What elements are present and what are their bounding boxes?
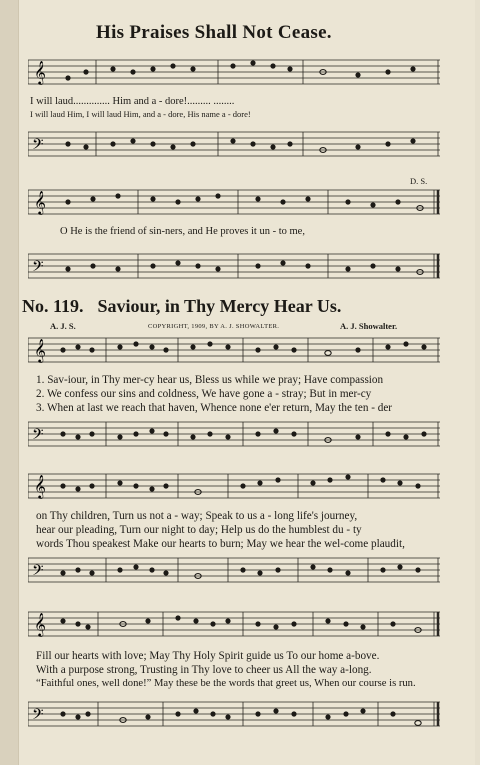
music-staff-treble-2	[28, 182, 440, 228]
music-staff-treble-5	[28, 606, 440, 648]
verse-line: 3. When at last we reach that haven, Whence none e'er return, May the ten - der	[36, 402, 393, 414]
verse-line: 2. We confess our sins and coldness, We have gone a - stray; But in mer-cy	[36, 388, 372, 400]
music-staff-bass-5	[28, 694, 440, 738]
section-title: His Praises Shall Not Cease.	[96, 22, 332, 43]
words-credit: A. J. S.	[50, 321, 76, 331]
hymn-number: No. 119.	[22, 296, 84, 316]
dal-segno-mark: D. S.	[410, 176, 428, 186]
music-staff-bass-3	[28, 414, 440, 456]
verse-line: 1. Sav-iour, in Thy mer-cy hear us, Bless us while we pray; Have compassion	[36, 374, 384, 386]
verse-line: words Thou speakest Make our hearts to burn; May we hear the wel-come plaudit,	[36, 538, 405, 550]
verse-line: on Thy children, Turn us not a - way; Speak to us a - long life's journey,	[36, 510, 358, 522]
music-staff-bass-4	[28, 550, 440, 592]
svg-text:𝄢: 𝄢	[32, 258, 44, 278]
music-staff-bass-2	[28, 244, 440, 288]
svg-text:𝄞: 𝄞	[34, 476, 46, 498]
svg-text:𝄞: 𝄞	[34, 340, 46, 362]
music-staff-treble-3	[28, 332, 440, 374]
music-staff-treble-1	[28, 52, 440, 100]
verse-line: Fill our hearts with love; May Thy Holy Spirit guide us To our home a-bove.	[36, 650, 380, 662]
svg-text:𝄞: 𝄞	[34, 614, 46, 636]
svg-text:𝄞: 𝄞	[34, 62, 46, 84]
verse-line: hear our pleading, Turn our night to day; Help us do the humblest du - ty	[36, 524, 362, 536]
book-gutter	[0, 0, 18, 765]
svg-text:𝄢: 𝄢	[32, 136, 44, 156]
hymn-title: Saviour, in Thy Mercy Hear Us.	[97, 296, 342, 316]
svg-text:𝄢: 𝄢	[32, 706, 44, 726]
svg-text:𝄢: 𝄢	[32, 562, 44, 582]
svg-text:𝄞: 𝄞	[34, 192, 46, 214]
hymn-heading	[22, 296, 355, 317]
verse-line: “Faithful ones, well done!” May these be the words that greet us, When our course is run.	[36, 678, 416, 689]
verse-line: With a purpose strong, Trusting in Thy love to cheer us All the way a-long.	[36, 664, 372, 676]
copyright-notice: COPYRIGHT, 1909, BY A. J. SHOWALTER.	[148, 323, 280, 330]
svg-text:𝄢: 𝄢	[32, 426, 44, 446]
lyric-line: I will laud Him, I will laud Him, and a - dore, His name a - dore!	[30, 109, 251, 119]
music-staff-bass-1	[28, 122, 440, 166]
lyric-line: I will laud.............. Him and a - dore!......... ........	[30, 96, 235, 107]
music-credit: A. J. Showalter.	[340, 321, 398, 331]
music-staff-treble-4	[28, 468, 440, 510]
lyric-line: O He is the friend of sin-ners, and He proves it un - to me,	[60, 226, 305, 237]
